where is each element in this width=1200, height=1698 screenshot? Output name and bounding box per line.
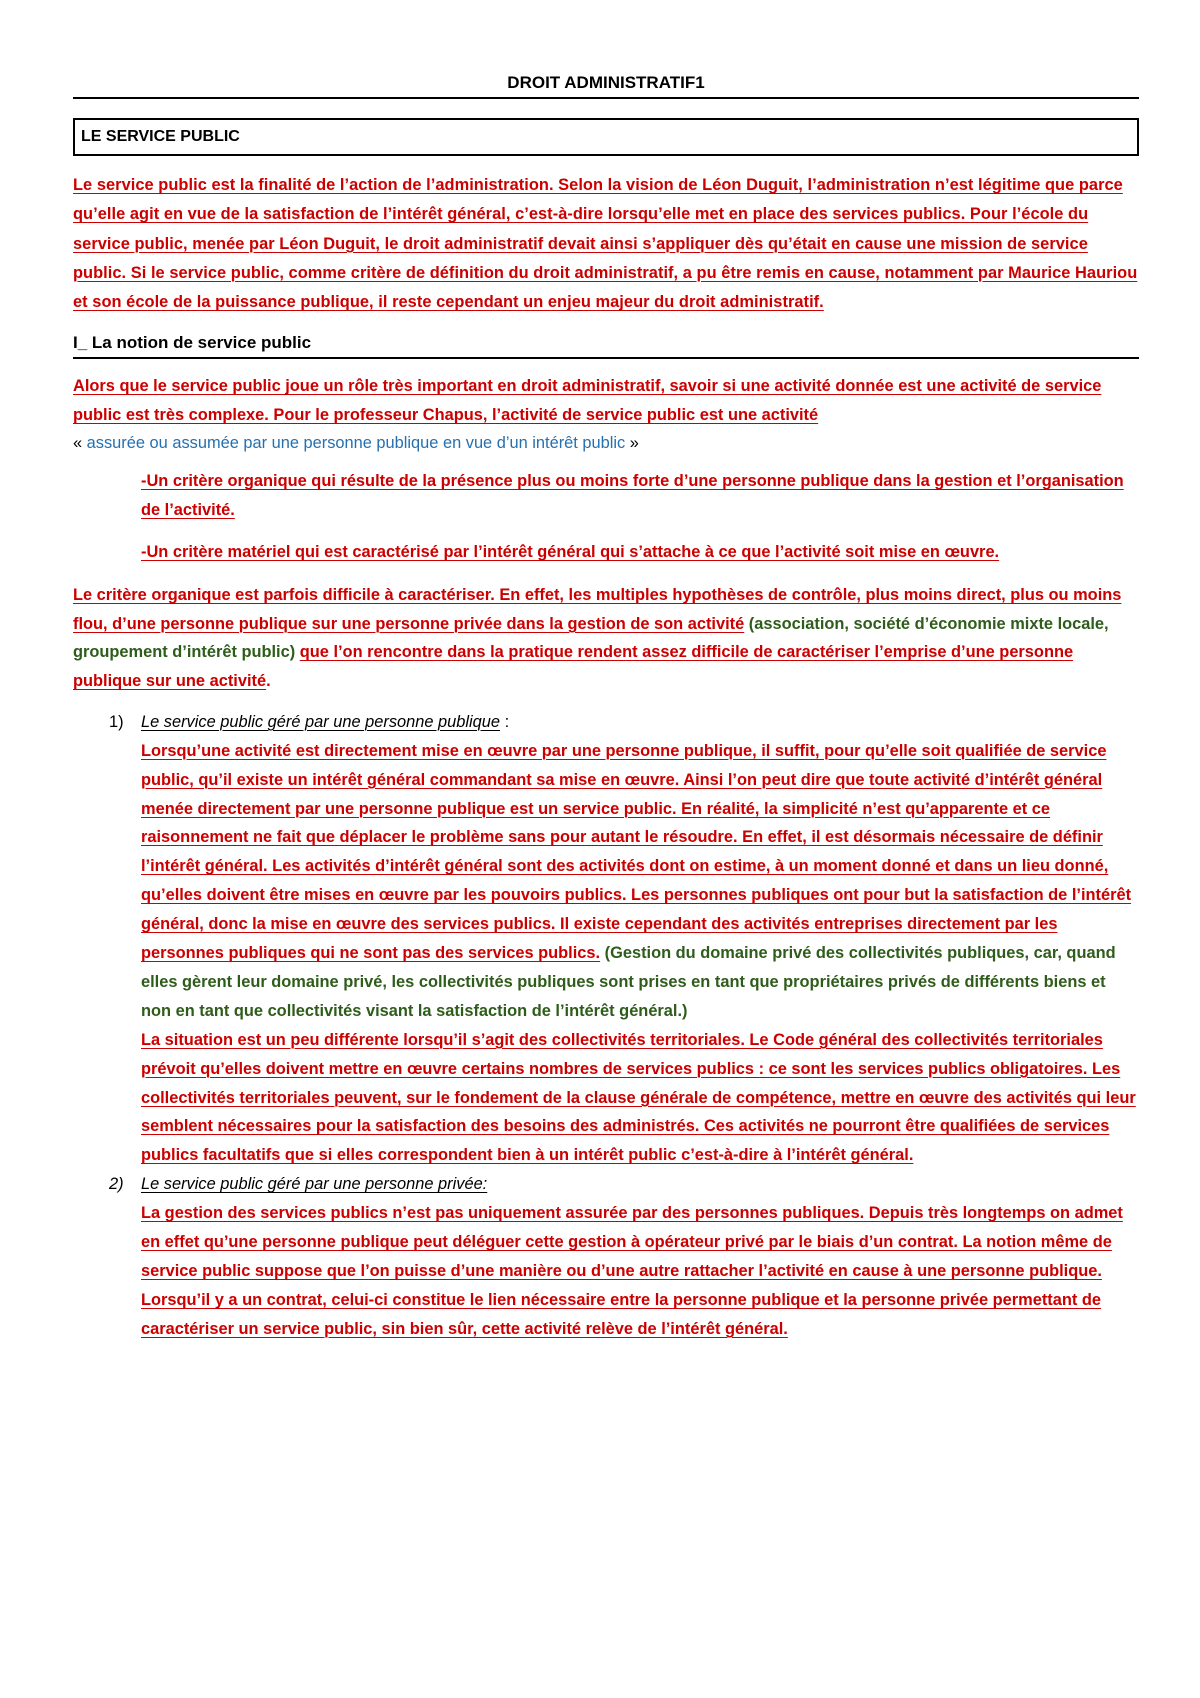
chapus-quote: assurée ou assumée par une personne publique en vue d’un intérêt public: [86, 434, 626, 453]
item-body-c: Les personnes publiques ont pour but la satisfaction de l’intérêt général, donc la mise en œuvre des services publics. Il existe cependant des activités entreprises directement par les personnes publiques qui ne sont pas des services publics.: [141, 886, 1132, 963]
chapter-title-box: LE SERVICE PUBLIC: [73, 118, 1139, 156]
item-body-d: La situation est un peu différente lorsqu’il s’agit des collectivités territoriales. Le Code général des collectivités territoriales prévoit qu’elles doivent mettre en œuvre certains nombres de services publics : ce sont les services publics obligatoires. Les collectivités territoriales peuvent, sur le fondement de la clause générale de compétence, mettre en œuvre des activités qui leur semblent nécessaires pour la satisfaction des besoins des administrés. Ces activités ne pourront être qualifiées de services publics facultatifs que si elles correspondent bien à un intérêt public c’est-à-dire à l’intérêt général.: [141, 1030, 1136, 1165]
item-body-b: Les activités d’intérêt général sont des activités dont on estime, à un moment donné et dans un lieu donné, qu’elles doivent être mises en œuvre par les pouvoirs publics.: [141, 857, 1109, 905]
item-body: [141, 737, 1139, 1026]
organic-text-a: Le critère organique est parfois difficile à caractériser. En effet, les multiples hypothèses de contrôle, plus moins direct, plus ou moins flou, d’une personne publique sur une personne privée dans la gestion de son activité: [73, 585, 1122, 633]
organic-text-end: .: [266, 672, 271, 691]
list-number: 2): [109, 1175, 124, 1194]
quote-close: »: [625, 434, 639, 453]
item-title-suffix: :: [500, 712, 510, 731]
organic-criterion-paragraph: [73, 581, 1139, 696]
criterion-material: -Un critère matériel qui est caractérisé par l’intérêt général qui s’attache à ce que l’activité soit mise en œuvre.: [141, 542, 1000, 561]
organic-text-b: que l’on rencontre dans la pratique rendent assez difficile de caractériser l’emprise d’une personne publique sur une activité: [73, 643, 1074, 691]
organic-examples: (association, société d’économie mixte locale, groupement d’intérêt public): [73, 614, 1109, 662]
list-item: [73, 1170, 1139, 1343]
quote-open: «: [73, 434, 87, 453]
intro-paragraph: Le service public est la finalité de l’action de l’administration. Selon la vision de Léon Duguit, l’administration n’est légitime que parce qu’elle agit en vue de la satisfaction de l’intérêt général, c’est-à-dire lorsqu’elle met en place des services publics. Pour l’école du service public, menée par Léon Duguit, le droit administratif devait ainsi s’appliquer dès qu’était en cause une mission de service public. Si le service public, comme critère de définition du droit administratif, a pu être remis en cause, notamment par Maurice Hauriou et son école de la puissance publique, il reste cependant un enjeu majeur du droit administratif.: [73, 176, 1138, 312]
section-heading: I_ La notion de service public: [73, 331, 1139, 359]
chapus-text: Alors que le service public joue un rôle très important en droit administratif, savoir si une activité donnée est une activité de service public est très complexe. Pour le professeur Chapus, l’activité de service public est une activité: [73, 377, 1102, 424]
item-body-green: (Gestion du domaine privé des collectivités publiques, car, quand elles gèrent leur domaine privé, les collectivités publiques sont prises en tant que propriétaires privés de différents biens et non en tant que collectivités visant la satisfaction de l’intérêt général.): [141, 944, 1116, 1020]
item-title: Le service public géré par une personne privée:: [141, 1175, 488, 1194]
document-title: DROIT ADMINISTRATIF1: [73, 72, 1139, 99]
item-body: La gestion des services publics n’est pas uniquement assurée par des personnes publiques. Depuis très longtemps on admet en effet qu’une personne publique peut déléguer cette gestion à opérateur privé par le biais d’un contrat. La notion même de service public suppose que l’on puisse d’une manière ou d’une autre rattacher l’activité en cause à une personne publique. Lorsqu’il y a un contrat, celui-ci constitue le lien nécessaire entre la personne publique et la personne privée permettant de caractériser un service public, sin bien sûr, cette activité relève de l’intérêt général.: [141, 1204, 1123, 1338]
item-title: Le service public géré par une personne publique: [141, 712, 501, 731]
list-item: [73, 708, 1139, 1171]
item-heading: [141, 708, 1139, 737]
item-body-a: Lorsqu’une activité est directement mise en œuvre par une personne publique, il suffit, pour qu’elle soit qualifiée de service public, qu’il existe un intérêt général commandant sa mise en œuvre. Ainsi l’on peut dire que toute activité d’intérêt général menée directement par une personne publique est un service public. En réalité, la simplicité n’est qu’apparente et ce raisonnement ne fait que déplacer le problème sans pour autant le résoudre. En effet, il est désormais nécessaire de définir l’intérêt général.: [141, 741, 1107, 876]
document-page: [73, 72, 1139, 1344]
chapus-paragraph: [73, 372, 1139, 458]
criterion-organic: -Un critère organique qui résulte de la présence plus ou moins forte d’une personne publique dans la gestion et l’organisation de l’activité.: [141, 471, 1124, 519]
list-number: 1): [109, 712, 124, 731]
